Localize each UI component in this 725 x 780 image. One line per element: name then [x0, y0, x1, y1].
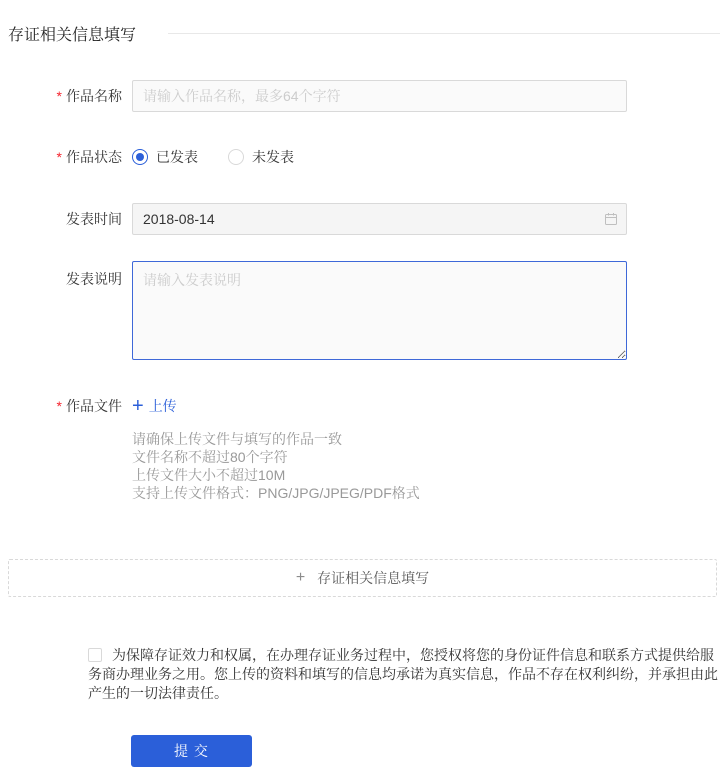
upload-button-label: 上传 [148, 397, 177, 414]
upload-hints [132, 430, 725, 502]
work-status-label: * 作品状态 [56, 149, 122, 165]
upload-hint: 支持上传文件格式：PNG/JPG/JPEG/PDF格式 [132, 485, 420, 501]
work-status-row [0, 147, 725, 167]
certificate-form [0, 80, 725, 502]
add-section-button[interactable] [8, 559, 717, 597]
publish-note-control [132, 261, 627, 365]
work-file-row [0, 395, 725, 417]
work-name-label: * 作品名称 [56, 88, 122, 104]
publish-note-textarea[interactable] [132, 261, 627, 360]
upload-button[interactable] [132, 396, 177, 416]
work-name-control [132, 80, 627, 112]
radio-option-published[interactable] [132, 147, 198, 167]
add-section-label: 存证相关信息填写 [317, 570, 430, 586]
publish-note-label: 发表说明 [66, 271, 122, 287]
upload-hint: 请确保上传文件与填写的作品一致 [132, 431, 342, 447]
submit-button[interactable]: 提 交 [131, 735, 252, 767]
work-name-row [0, 80, 725, 112]
radio-selected-icon[interactable] [132, 149, 148, 165]
title-divider [168, 33, 720, 34]
calendar-icon[interactable] [604, 212, 618, 226]
publish-time-control [132, 203, 627, 235]
section-header [0, 22, 725, 45]
radio-option-label: 未发表 [252, 149, 294, 165]
radio-unselected-icon[interactable] [228, 149, 244, 165]
upload-hint: 上传文件大小不超过10M [132, 467, 286, 483]
required-asterisk: * [56, 149, 62, 165]
radio-option-label: 已发表 [156, 149, 198, 165]
plus-icon: + [295, 569, 306, 586]
agreement-block [88, 646, 720, 703]
radio-option-unpublished[interactable] [228, 147, 294, 167]
upload-hint: 文件名称不超过80个字符 [132, 449, 288, 465]
agreement-checkbox[interactable] [88, 648, 102, 662]
plus-icon: + [132, 394, 144, 417]
publish-note-row [0, 261, 725, 365]
publish-date-input[interactable] [132, 203, 627, 235]
publish-time-label: 发表时间 [66, 211, 122, 227]
work-status-radio-group [132, 147, 294, 167]
required-asterisk: * [56, 88, 62, 104]
agreement-text: 为保障存证效力和权属，在办理存证业务过程中，您授权将您的身份证件信息和联系方式提供给服务商办理业务之用。您上传的资料和填写的信息均承诺为真实信息，作品不存在权利纠纷，并承担由此产生的一切法律责任。 [88, 647, 718, 701]
page-title: 存证相关信息填写 [8, 27, 137, 44]
work-file-label: * 作品文件 [56, 398, 122, 414]
work-file-control [132, 396, 627, 417]
work-name-input[interactable] [132, 80, 627, 112]
publish-time-row [0, 203, 725, 235]
required-asterisk: * [56, 398, 62, 414]
